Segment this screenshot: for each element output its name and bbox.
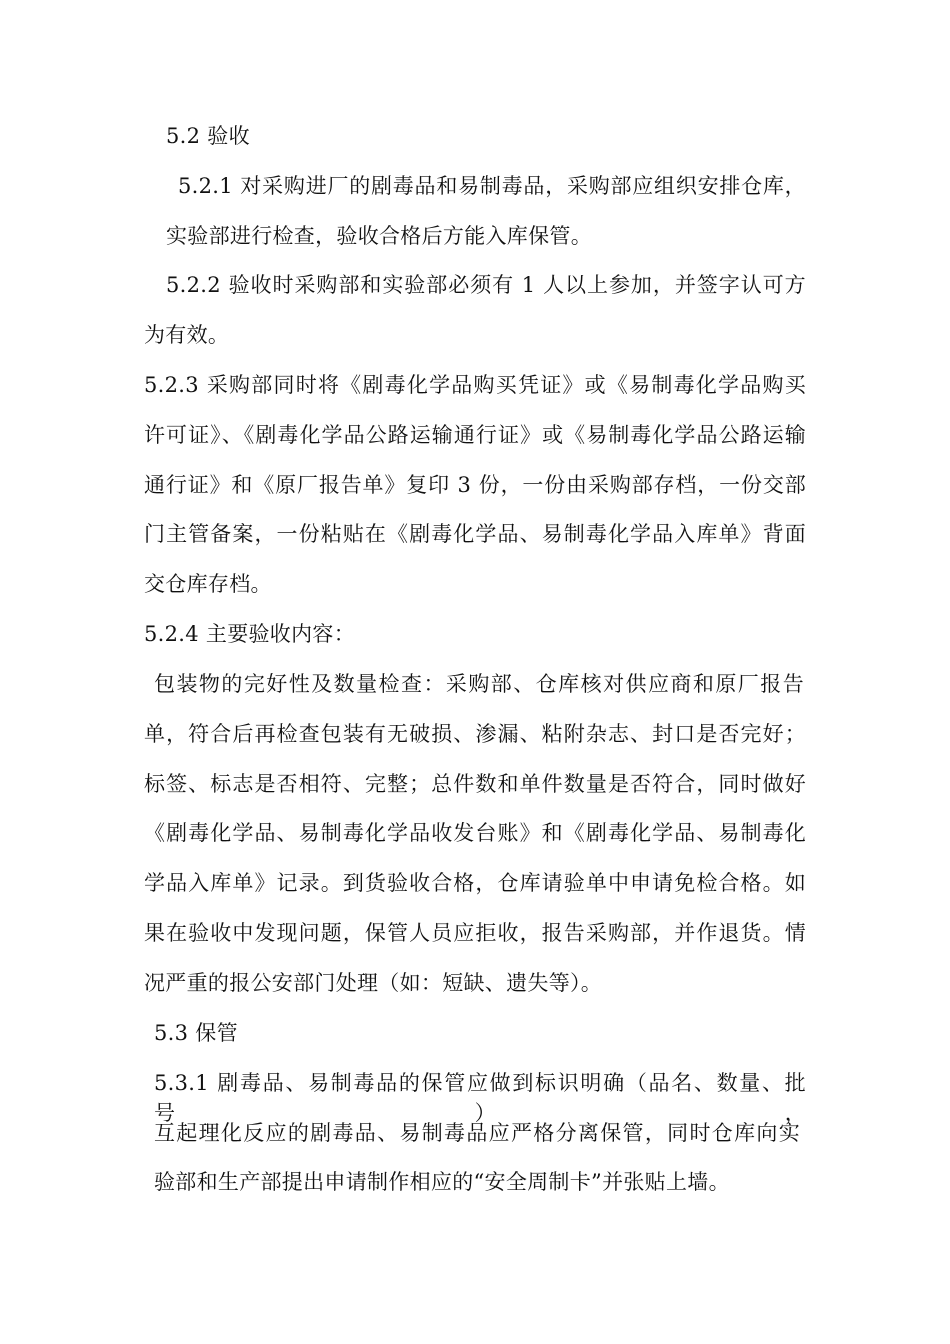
paragraph-5-2-4-line-2: 单，符合后再检查包装有无破损、渗漏、粘附杂志、封口是否完好； <box>144 722 806 746</box>
paragraph-5-2-4-line-4: 《剧毒化学品、易制毒化学品收发台账》和《剧毒化学品、易制毒化 <box>144 821 806 845</box>
section-heading-5-3: 5.3 保管 <box>154 1021 238 1045</box>
paragraph-5-2-3-line-5: 交仓库存档。 <box>144 572 272 596</box>
paragraph-5-2-4-line-5: 学品入库单》记录。到货验收合格，仓库请验单中申请免检合格。如 <box>144 871 806 895</box>
paragraph-5-2-2-line-1: 5.2.2 验收时采购部和实验部必须有 1 人以上参加，并签字认可方 <box>166 273 806 297</box>
paragraph-5-3-1-line-1: 5.3.1 剧毒品、易制毒品的保管应做到标识明确（品名、数量、批号）， <box>154 1071 806 1125</box>
paragraph-5-2-3-line-1: 5.2.3 采购部同时将《剧毒化学品购买凭证》或《易制毒化学品购买 <box>144 373 806 397</box>
paragraph-5-2-3-line-4: 门主管备案，一份粘贴在《剧毒化学品、易制毒化学品入库单》背面 <box>144 522 806 546</box>
paragraph-5-2-4-line-6: 果在验收中发现问题，保管人员应拒收，报告采购部，并作退货。情 <box>144 921 806 945</box>
paragraph-5-2-4-line-7: 况严重的报公安部门处理（如：短缺、遗失等）。 <box>144 971 603 995</box>
paragraph-5-2-1-line-2: 实验部进行检查，验收合格后方能入库保管。 <box>166 224 592 248</box>
paragraph-5-2-4-line-3: 标签、标志是否相符、完整；总件数和单件数量是否符合，同时做好 <box>144 772 806 796</box>
paragraph-5-2-1-line-1: 5.2.1 对采购进厂的剧毒品和易制毒品，采购部应组织安排仓库， <box>178 174 806 198</box>
paragraph-5-3-1-line-3: 验部和生产部提出申请制作相应的“安全周制卡”并张贴上墙。 <box>154 1170 730 1194</box>
paragraph-5-3-1-line-2: 互起理化反应的剧毒品、易制毒品应严格分离保管，同时仓库向实 <box>154 1121 800 1145</box>
section-heading-5-2: 5.2 验收 <box>166 124 250 148</box>
paragraph-5-2-3-line-3: 通行证》和《原厂报告单》复印 3 份，一份由采购部存档，一份交部 <box>144 473 806 497</box>
paragraph-5-2-3-line-2: 许可证》、《剧毒化学品公路运输通行证》或《易制毒化学品公路运输 <box>144 423 806 447</box>
paragraph-5-2-4-line-1: 包装物的完好性及数量检查：采购部、仓库核对供应商和原厂报告 <box>154 672 804 696</box>
paragraph-5-2-2-line-2: 为有效。 <box>144 323 230 347</box>
paragraph-5-2-4-title: 5.2.4 主要验收内容： <box>144 622 356 646</box>
